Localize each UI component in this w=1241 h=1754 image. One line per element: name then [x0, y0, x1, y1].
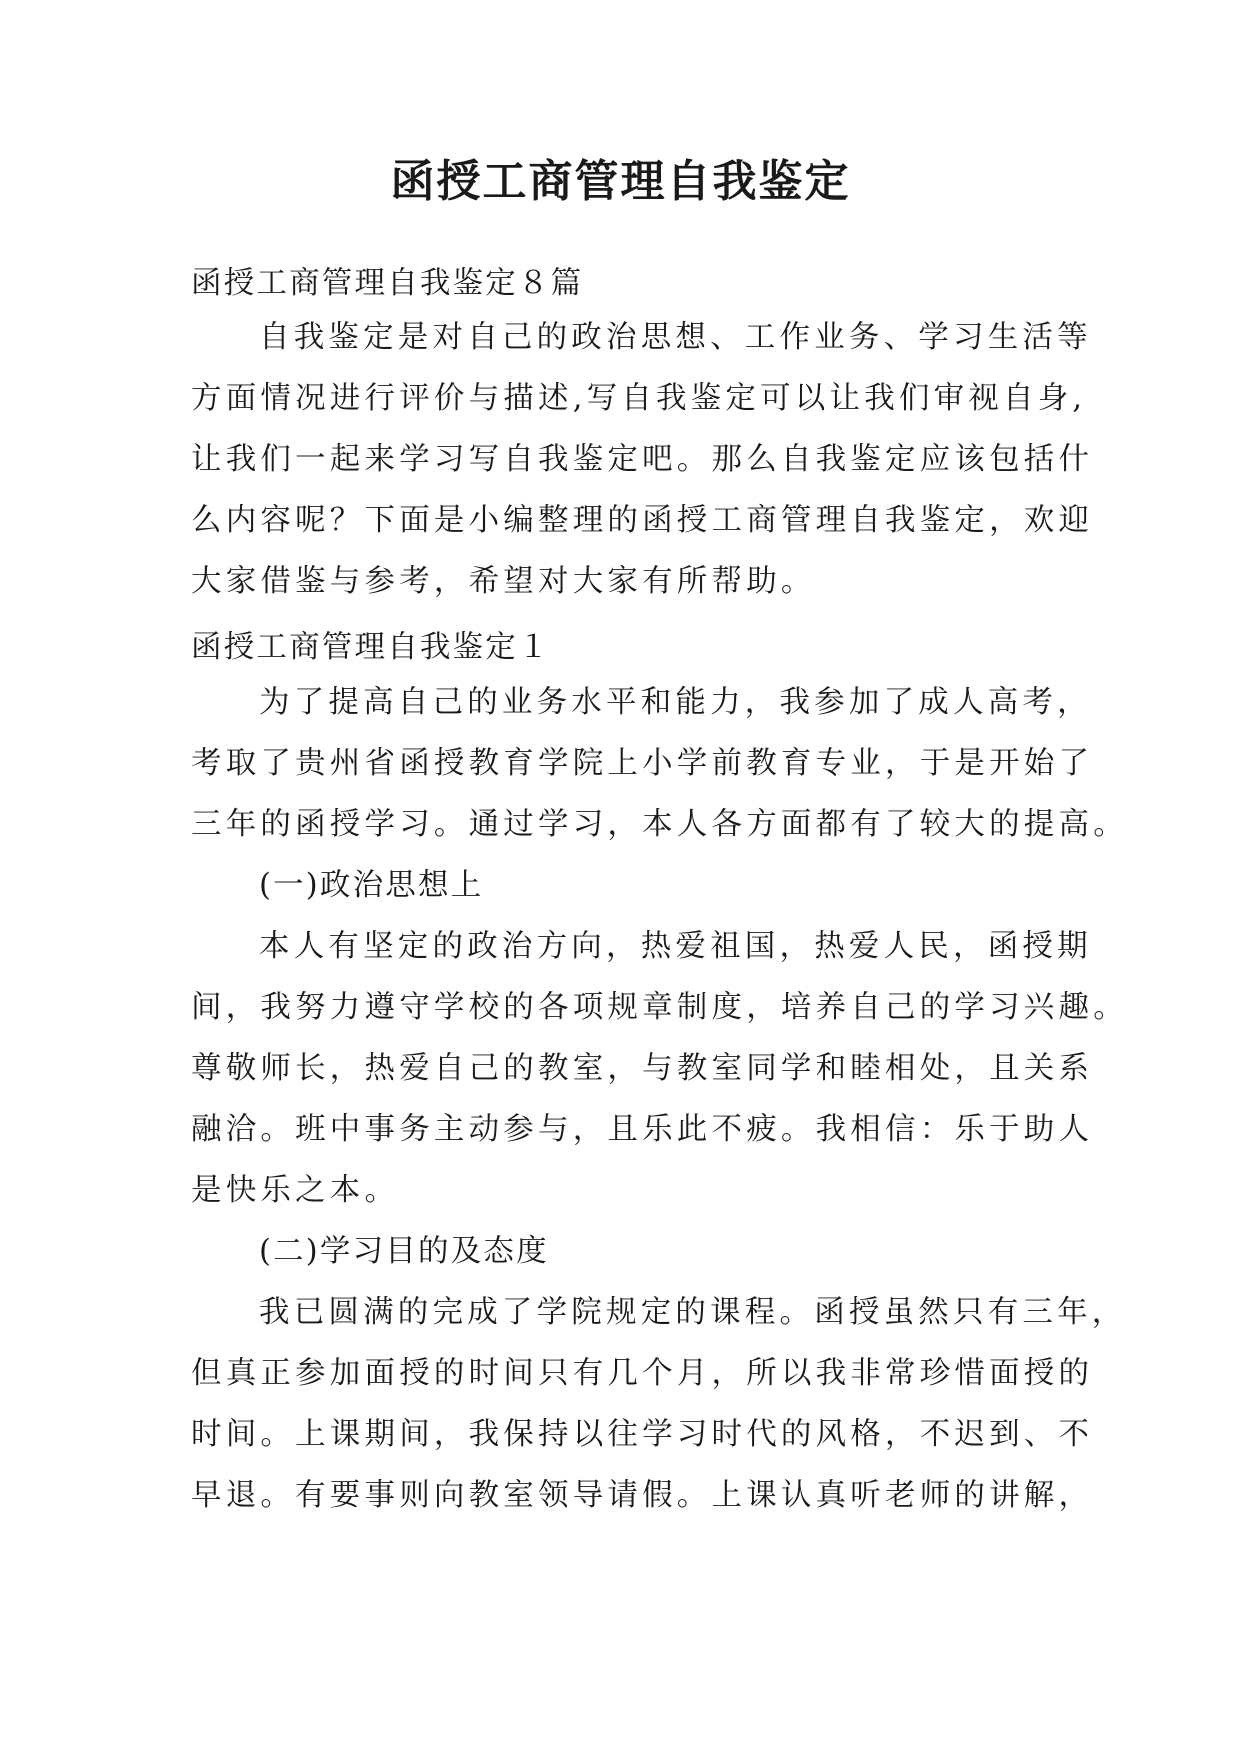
section-body — [191, 672, 1128, 1526]
paragraph-line: 早退。有要事则向教室领导请假。上课认真听老师的讲解， — [191, 1478, 1094, 1513]
paragraph-line: 三年的函授学习。通过学习，本人各方面都有了较大的提高。 — [191, 807, 1128, 842]
document-subtitle — [191, 253, 1061, 314]
paragraph-line: 本人有坚定的政治方向，热爱祖国，热爱人民，函授期 — [259, 929, 1092, 964]
paragraph-line: 我已圆满的完成了学院规定的课程。函授虽然只有三年， — [259, 1295, 1127, 1330]
paragraph-line: 尊敬师长，热爱自己的教室，与教室同学和睦相处，且关系 — [191, 1051, 1094, 1086]
paragraph-line: 大家借鉴与参考，希望对大家有所帮助。 — [191, 564, 816, 599]
section-heading — [191, 617, 1061, 678]
subtitle-line: 函授工商管理自我鉴定８篇 — [191, 266, 584, 301]
paragraph-line: 但真正参加面授的时间只有几个月，所以我非常珍惜面授的 — [191, 1356, 1094, 1391]
paragraph-line: 考取了贵州省函授教育学院上小学前教育专业，于是开始了 — [191, 746, 1094, 781]
paragraph-line: 融洽。班中事务主动参与，且乐此不疲。我相信：乐于助人 — [191, 1112, 1094, 1147]
paragraph-line: 时间。上课期间，我保持以往学习时代的风格，不迟到、不 — [191, 1417, 1094, 1452]
paragraph-line: 为了提高自己的业务水平和能力，我参加了成人高考， — [259, 685, 1092, 720]
paragraph-line: 间，我努力遵守学校的各项规章制度，培养自己的学习兴趣。 — [191, 990, 1128, 1025]
paragraph-line: 么内容呢？下面是小编整理的函授工商管理自我鉴定，欢迎 — [191, 503, 1094, 538]
subsection-heading: (一)政治思想上 — [259, 868, 484, 903]
document-title: 函授工商管理自我鉴定 — [390, 156, 851, 207]
paragraph-line: 自我鉴定是对自己的政治思想、工作业务、学习生活等 — [259, 320, 1092, 355]
paragraph-line: 方面情况进行评价与描述,写自我鉴定可以让我们审视自身, — [191, 381, 1087, 416]
intro-paragraph — [191, 307, 1094, 612]
paragraph-line: 让我们一起来学习写自我鉴定吧。那么自我鉴定应该包括什 — [191, 442, 1094, 477]
paragraph-line: 是快乐之本。 — [191, 1173, 400, 1208]
subsection-heading: (二)学习目的及态度 — [259, 1234, 549, 1269]
section-heading-line: 函授工商管理自我鉴定１ — [191, 630, 551, 665]
